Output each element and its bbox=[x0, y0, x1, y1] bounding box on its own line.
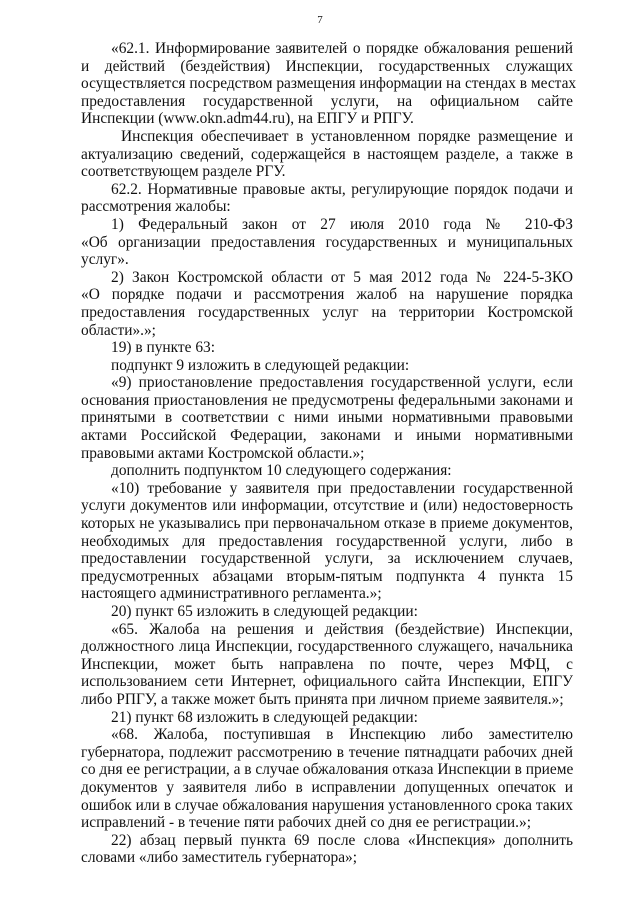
page-number: 7 bbox=[317, 14, 323, 26]
text-line: услуг». bbox=[81, 251, 129, 269]
text-line: документов у заявителя либо в исправлении допущенных опечаток и bbox=[81, 778, 573, 796]
text-line: предоставления государственной услуги, на официальном сайте bbox=[81, 92, 573, 110]
text-line: со дня ее регистрации, а в случае обжалования отказа Инспекции в приеме bbox=[81, 761, 574, 779]
text-line: губернатора, подлежит рассмотрению в течение пятнадцати рабочих дней bbox=[81, 743, 573, 761]
text-line: дополнить подпунктом 10 следующего содержания: bbox=[111, 462, 452, 480]
text-line: предоставления государственных услуг на территории Костромской bbox=[81, 303, 573, 321]
text-line: соответствующем разделе РГУ. bbox=[81, 163, 286, 181]
text-line: 2) Закон Костромской области от 5 мая 2012 года № 224-5-ЗКО bbox=[111, 268, 573, 286]
text-line: 20) пункт 65 изложить в следующей редакции: bbox=[111, 603, 418, 620]
text-line: предусмотренных абзацами вторым-пятым подпункта 4 пункта 15 bbox=[81, 567, 573, 585]
text-line: словами «либо заместитель губернатора»; bbox=[81, 849, 358, 867]
text-line: исправлений - в течение пяти рабочих дней со дня ее регистрации.»; bbox=[81, 814, 531, 832]
text-line: услуги документов или информации, отсутствие и (или) недостоверность bbox=[81, 497, 573, 515]
text-line: «Об организации предоставления государственных и муниципальных bbox=[81, 233, 573, 251]
text-line: Инспекция обеспечивает в установленном порядке размещение и bbox=[121, 127, 573, 145]
text-line: актами Российской Федерации, законами и иными нормативными bbox=[81, 427, 573, 445]
text-line: либо РПГУ, а также может быть принята при личном приеме заявителя.»; bbox=[81, 690, 564, 708]
text-line: рассмотрения жалобы: bbox=[81, 198, 231, 216]
text-line: должностного лица Инспекции, государственного служащего, начальника bbox=[81, 638, 573, 656]
text-line: основания приостановления не предусмотрены федеральными законами и bbox=[81, 391, 573, 409]
text-line: «О порядке подачи и рассмотрения жалоб на нарушение порядка bbox=[81, 286, 573, 304]
text-line: «65. Жалоба на решения и действия (бездействие) Инспекции, bbox=[111, 620, 573, 638]
text-line: 21) пункт 68 изложить в следующей редакции: bbox=[111, 708, 418, 726]
text-line: предоставлении государственной услуги, за исключением случаев, bbox=[81, 550, 573, 568]
text-line: настоящего административного регламента.»; bbox=[81, 585, 382, 603]
text-line: необходимых для предоставления государственной услуги, либо в bbox=[81, 532, 573, 550]
text-line: осуществляется посредством размещения информации на стендах в местах bbox=[81, 75, 577, 93]
document-body bbox=[81, 40, 577, 867]
text-line: правовыми актами Костромской области.»; bbox=[81, 444, 365, 462]
text-line: и действий (бездействия) Инспекции, государственных служащих bbox=[81, 57, 573, 75]
text-line: 19) в пункте 63: bbox=[111, 339, 215, 357]
text-line: принятыми в соответствии с ними иными нормативными правовыми bbox=[81, 409, 573, 427]
text-line: подпункт 9 изложить в следующей редакции: bbox=[111, 356, 410, 374]
text-line: «9) приостановление предоставления государственной услуги, если bbox=[111, 374, 573, 392]
text-line: Инспекции, может быть направлена по почте, через МФЦ, с bbox=[81, 655, 573, 673]
text-line: ошибок или в случае обжалования нарушения установленного срока таких bbox=[81, 796, 573, 814]
text-line: области».»; bbox=[81, 321, 156, 339]
text-line: которых не указывались при первоначальном отказе в приеме документов, bbox=[81, 515, 573, 533]
text-line: «62.1. Информирование заявителей о порядке обжалования решений bbox=[111, 40, 573, 57]
text-line: Инспекции (www.okn.adm44.ru), на ЕПГУ и РПГУ. bbox=[81, 110, 414, 128]
text-line: «68. Жалоба, поступившая в Инспекцию либо заместителю bbox=[111, 726, 573, 744]
text-line: использованием сети Интернет, официального сайта Инспекции, ЕПГУ bbox=[81, 673, 573, 691]
text-line: «10) требование у заявителя при предоставлении государственной bbox=[111, 479, 573, 497]
text-line: 1) Федеральный закон от 27 июля 2010 года № 210-ФЗ bbox=[111, 215, 573, 233]
text-line: актуализацию сведений, содержащейся в настоящем разделе, а также в bbox=[81, 145, 573, 163]
text-line: 62.2. Нормативные правовые акты, регулирующие порядок подачи и bbox=[111, 180, 573, 198]
text-line: 22) абзац первый пункта 69 после слова «Инспекция» дополнить bbox=[111, 831, 573, 849]
